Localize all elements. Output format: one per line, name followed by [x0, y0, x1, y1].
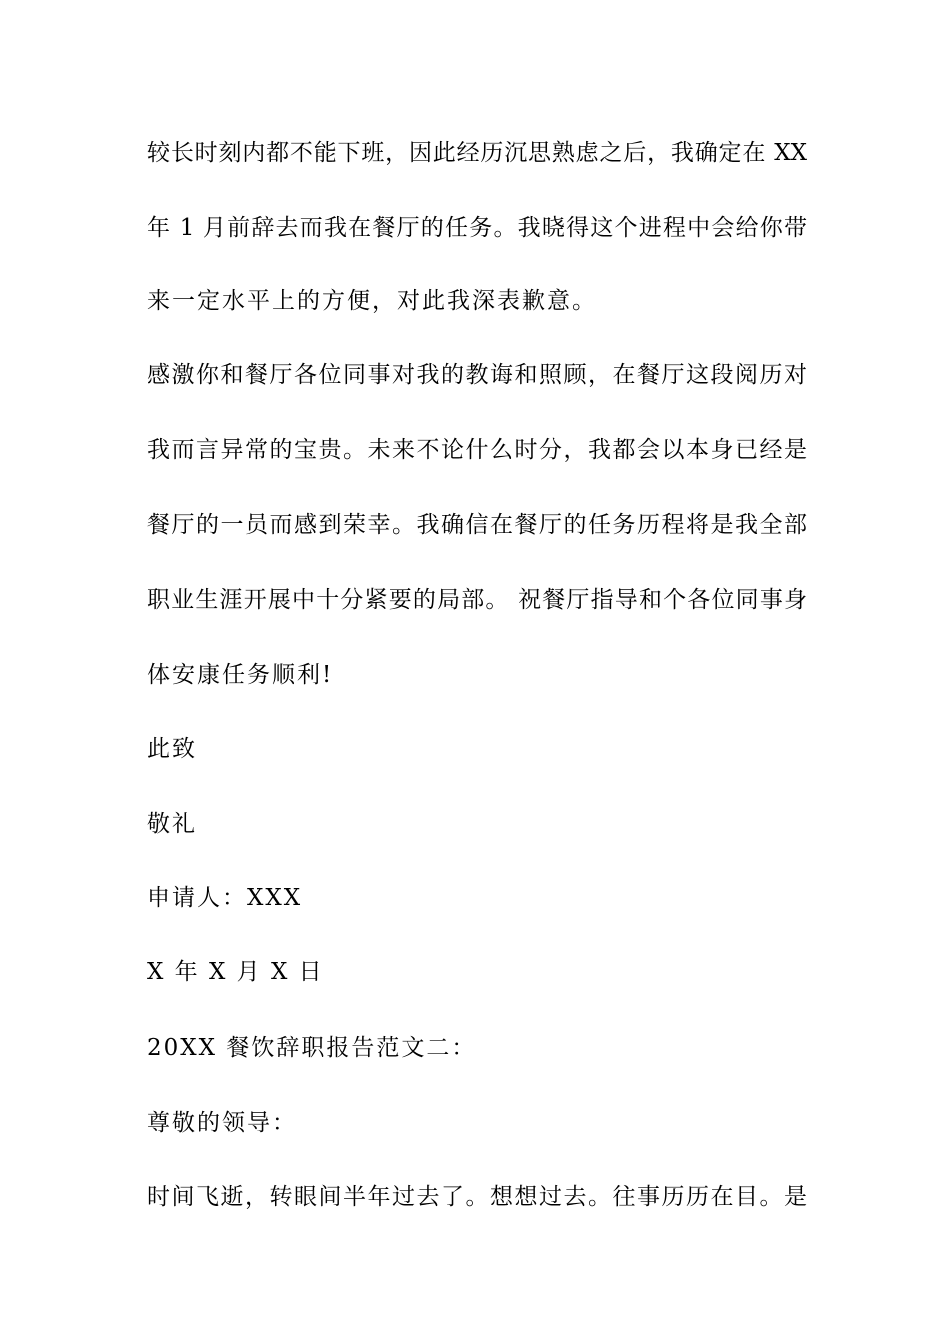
- applicant-line: 申请人：XXX: [147, 885, 303, 911]
- paragraph-1-line-3: 来一定水平上的方便，对此我深表歉意。: [147, 288, 597, 314]
- section-title: 20XX 餐饮辞职报告范文二：: [147, 1035, 477, 1061]
- paragraph-1-line-2: 年 1 月前辞去而我在餐厅的任务。我晓得这个进程中会给你带: [147, 215, 807, 241]
- paragraph-3-line-1: 时间飞逝，转眼间半年过去了。想想过去。往事历历在目。是: [147, 1184, 807, 1210]
- paragraph-2-line-4: 职业生涯开展中十分紧要的局部。 祝餐厅指导和个各位同事身: [147, 587, 807, 613]
- paragraph-2-line-3: 餐厅的一员而感到荣幸。我确信在餐厅的任务历程将是我全部: [147, 512, 807, 538]
- paragraph-2-line-1: 感激你和餐厅各位同事对我的教诲和照顾，在餐厅这段阅历对: [147, 362, 807, 388]
- paragraph-2-line-5: 体安康任务顺利!: [147, 662, 334, 688]
- paragraph-1-line-1: 较长时刻内都不能下班，因此经历沉思熟虑之后，我确定在 XX: [147, 140, 807, 166]
- greeting-line: 尊敬的领导：: [147, 1110, 297, 1136]
- closing-text: 此致: [147, 736, 197, 762]
- paragraph-2-line-2: 我而言异常的宝贵。未来不论什么时分，我都会以本身已经是: [147, 437, 807, 463]
- salute-text: 敬礼: [147, 811, 197, 837]
- date-line: X 年 X 月 X 日: [147, 959, 324, 985]
